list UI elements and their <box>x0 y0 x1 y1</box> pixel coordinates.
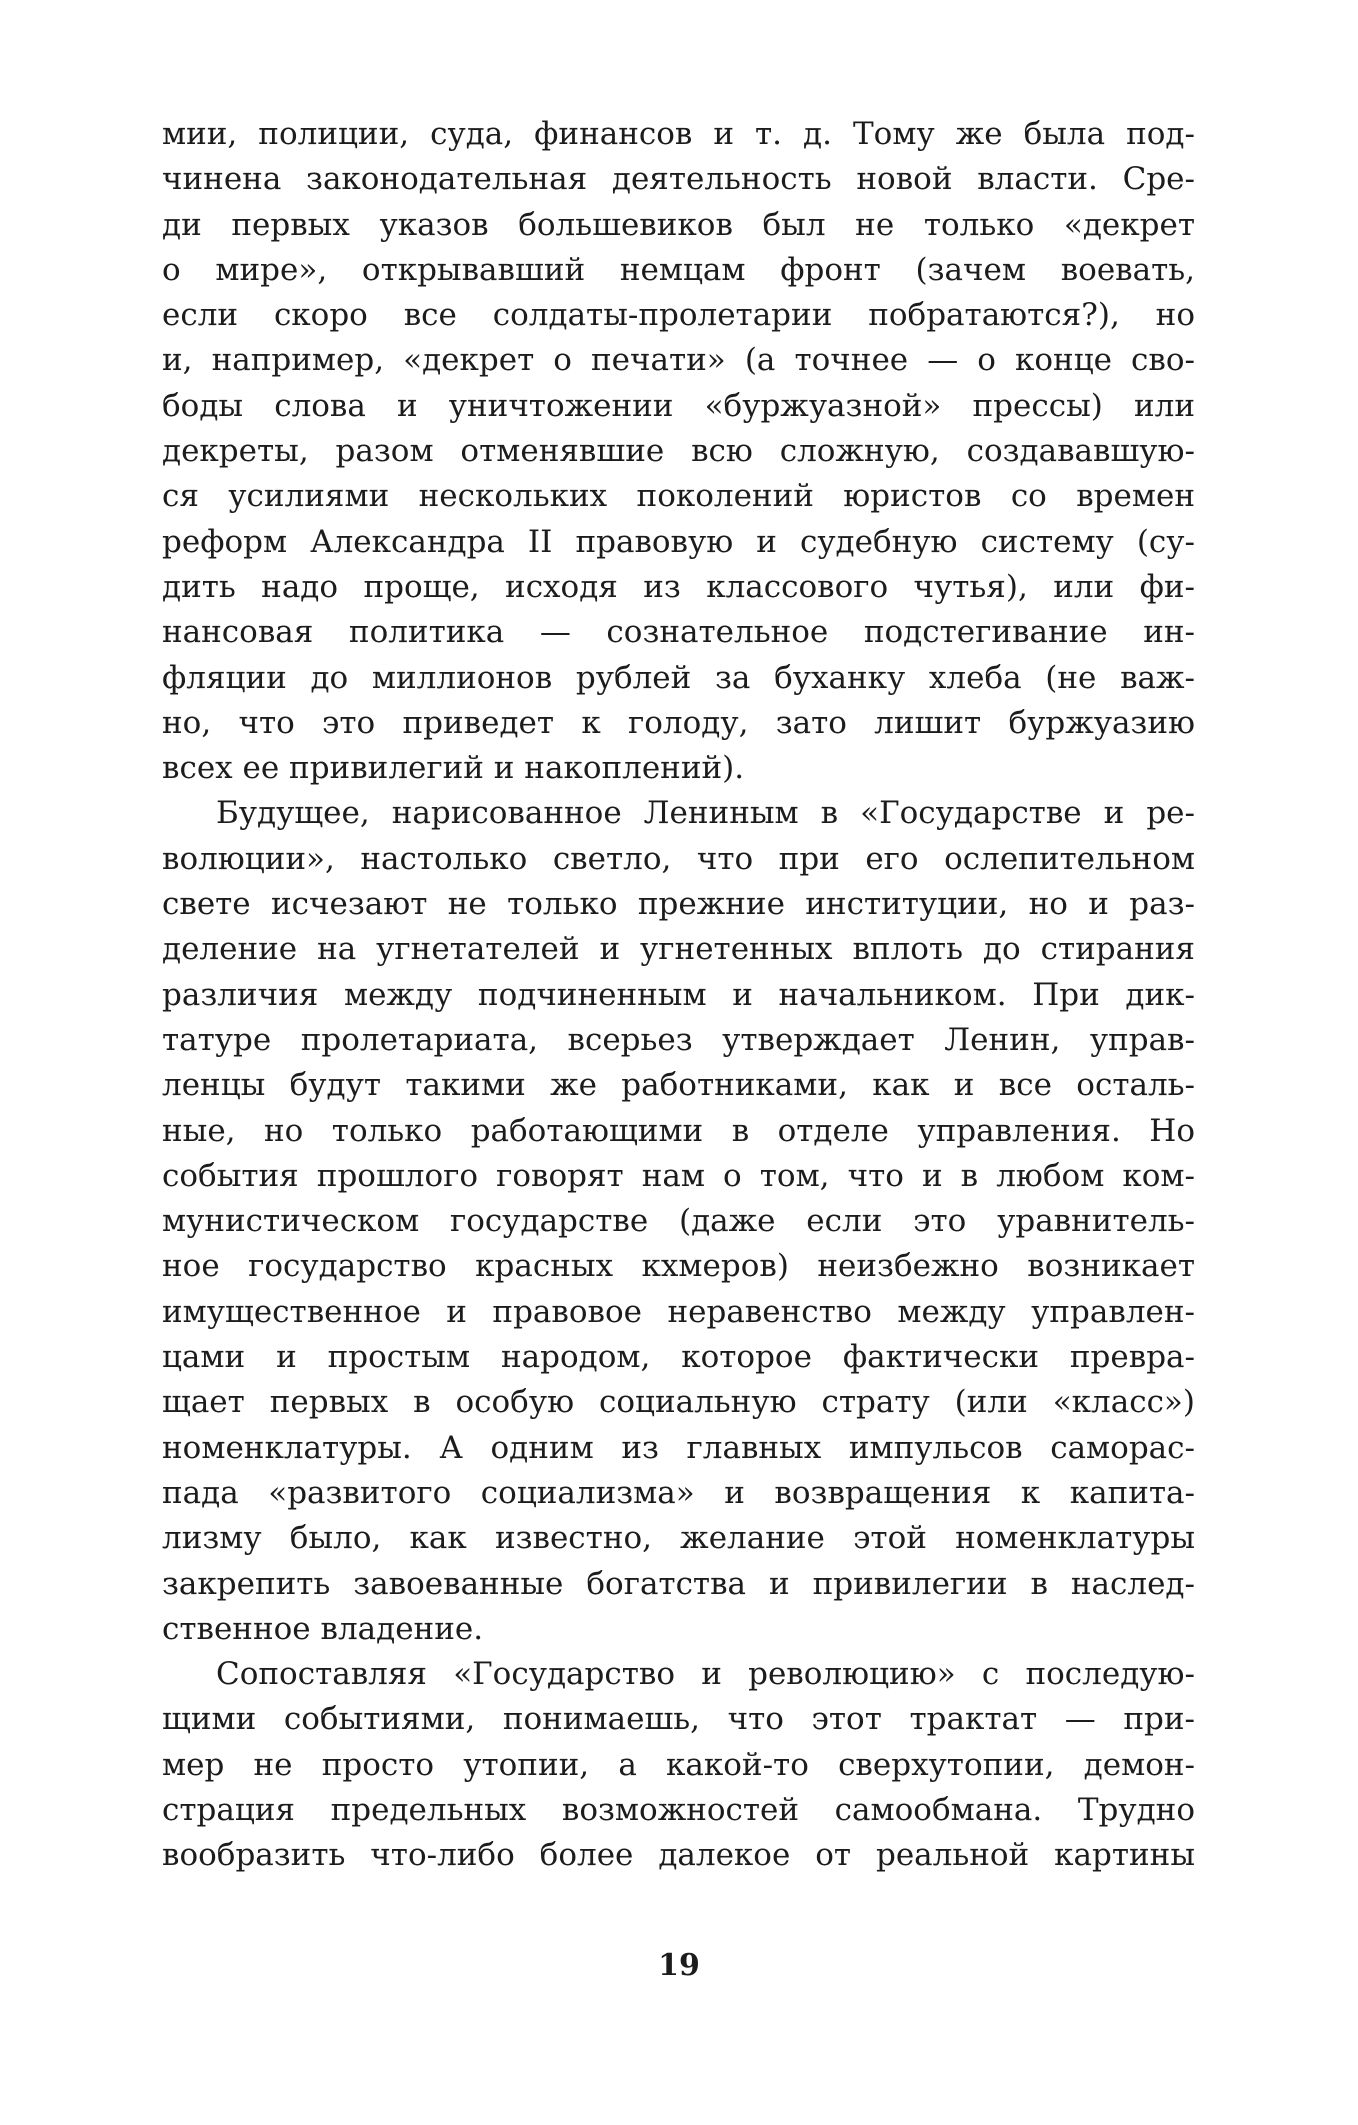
text-line: ди первых указов большевиков был не только «декрет <box>162 206 1195 243</box>
text-line: о мире», открывавший немцам фронт (зачем воевать, <box>162 251 1195 288</box>
paragraph-start-line: Сопоставляя «Государство и революцию» с последую- <box>216 1656 1195 1693</box>
text-line: номенклатуры. А одним из главных импульсов саморас- <box>162 1429 1195 1466</box>
text-line: волюции», настолько светло, что при его ослепительном <box>162 840 1195 877</box>
paragraph-end-line: всех ее привилегий и накоплений). <box>162 750 745 787</box>
text-line: чинена законодательная деятельность новой власти. Сре- <box>162 161 1195 198</box>
text-line: пада «развитого социализма» и возвращения к капита- <box>162 1474 1195 1511</box>
text-line: ся усилиями нескольких поколений юристов со времен <box>162 478 1195 515</box>
text-line: татуре пролетариата, всерьез утверждает Ленин, управ- <box>162 1021 1195 1058</box>
text-line: закрепить завоеванные богатства и привилегии в наслед- <box>162 1565 1195 1602</box>
text-line: фляции до миллионов рублей за буханку хлеба (не важ- <box>162 659 1195 696</box>
text-line: но, что это приведет к голоду, зато лишит буржуазию <box>162 704 1195 741</box>
text-line: щими событиями, понимаешь, что этот трактат — при- <box>162 1701 1195 1738</box>
text-line: ное государство красных кхмеров) неизбежно возникает <box>162 1248 1195 1285</box>
text-line: боды слова и уничтожении «буржуазной» прессы) или <box>162 387 1195 424</box>
text-line: имущественное и правовое неравенство между управлен- <box>162 1293 1195 1330</box>
text-line: декреты, разом отменявшие всю сложную, создававшую- <box>162 433 1195 470</box>
text-line: ные, но только работающими в отделе управления. Но <box>162 1112 1195 1149</box>
paragraph-start-line: Будущее, нарисованное Лениным в «Государстве и ре- <box>216 795 1195 832</box>
text-line: если скоро все солдаты-пролетарии побратаются?), но <box>162 297 1195 334</box>
text-line: мии, полиции, суда, финансов и т. д. Тому же была под- <box>162 116 1195 152</box>
text-line: щает первых в особую социальную страту (или «класс») <box>162 1384 1195 1421</box>
paragraph-end-line: ственное владение. <box>162 1610 484 1647</box>
text-line: мунистическом государстве (даже если это уравнитель- <box>162 1203 1195 1240</box>
text-line: ленцы будут такими же работниками, как и все осталь- <box>162 1067 1195 1104</box>
text-line: вообразить что-либо более далекое от реальной картины <box>162 1837 1195 1874</box>
text-line: реформ Александра II правовую и судебную систему (су- <box>162 523 1195 560</box>
text-line: лизму было, как известно, желание этой номенклатуры <box>162 1520 1195 1557</box>
text-line: дить надо проще, исходя из классового чутья), или фи- <box>162 568 1195 605</box>
text-line: мер не просто утопии, а какой-то сверхутопии, демон- <box>162 1746 1195 1783</box>
text-line: свете исчезают не только прежние институции, но и раз- <box>162 886 1195 923</box>
text-line: события прошлого говорят нам о том, что и в любом ком- <box>162 1157 1195 1194</box>
text-line: деление на угнетателей и угнетенных вплоть до стирания <box>162 931 1195 968</box>
text-line: и, например, «декрет о печати» (а точнее — о конце сво- <box>162 342 1195 379</box>
text-line: цами и простым народом, которое фактически превра- <box>162 1339 1195 1376</box>
text-line: различия между подчиненным и начальником. При дик- <box>162 976 1195 1013</box>
page-number: 19 <box>658 1948 700 1983</box>
body-text <box>162 112 1195 1879</box>
text-line: страция предельных возможностей самообмана. Трудно <box>162 1791 1195 1828</box>
text-line: нансовая политика — сознательное подстегивание ин- <box>162 614 1195 651</box>
